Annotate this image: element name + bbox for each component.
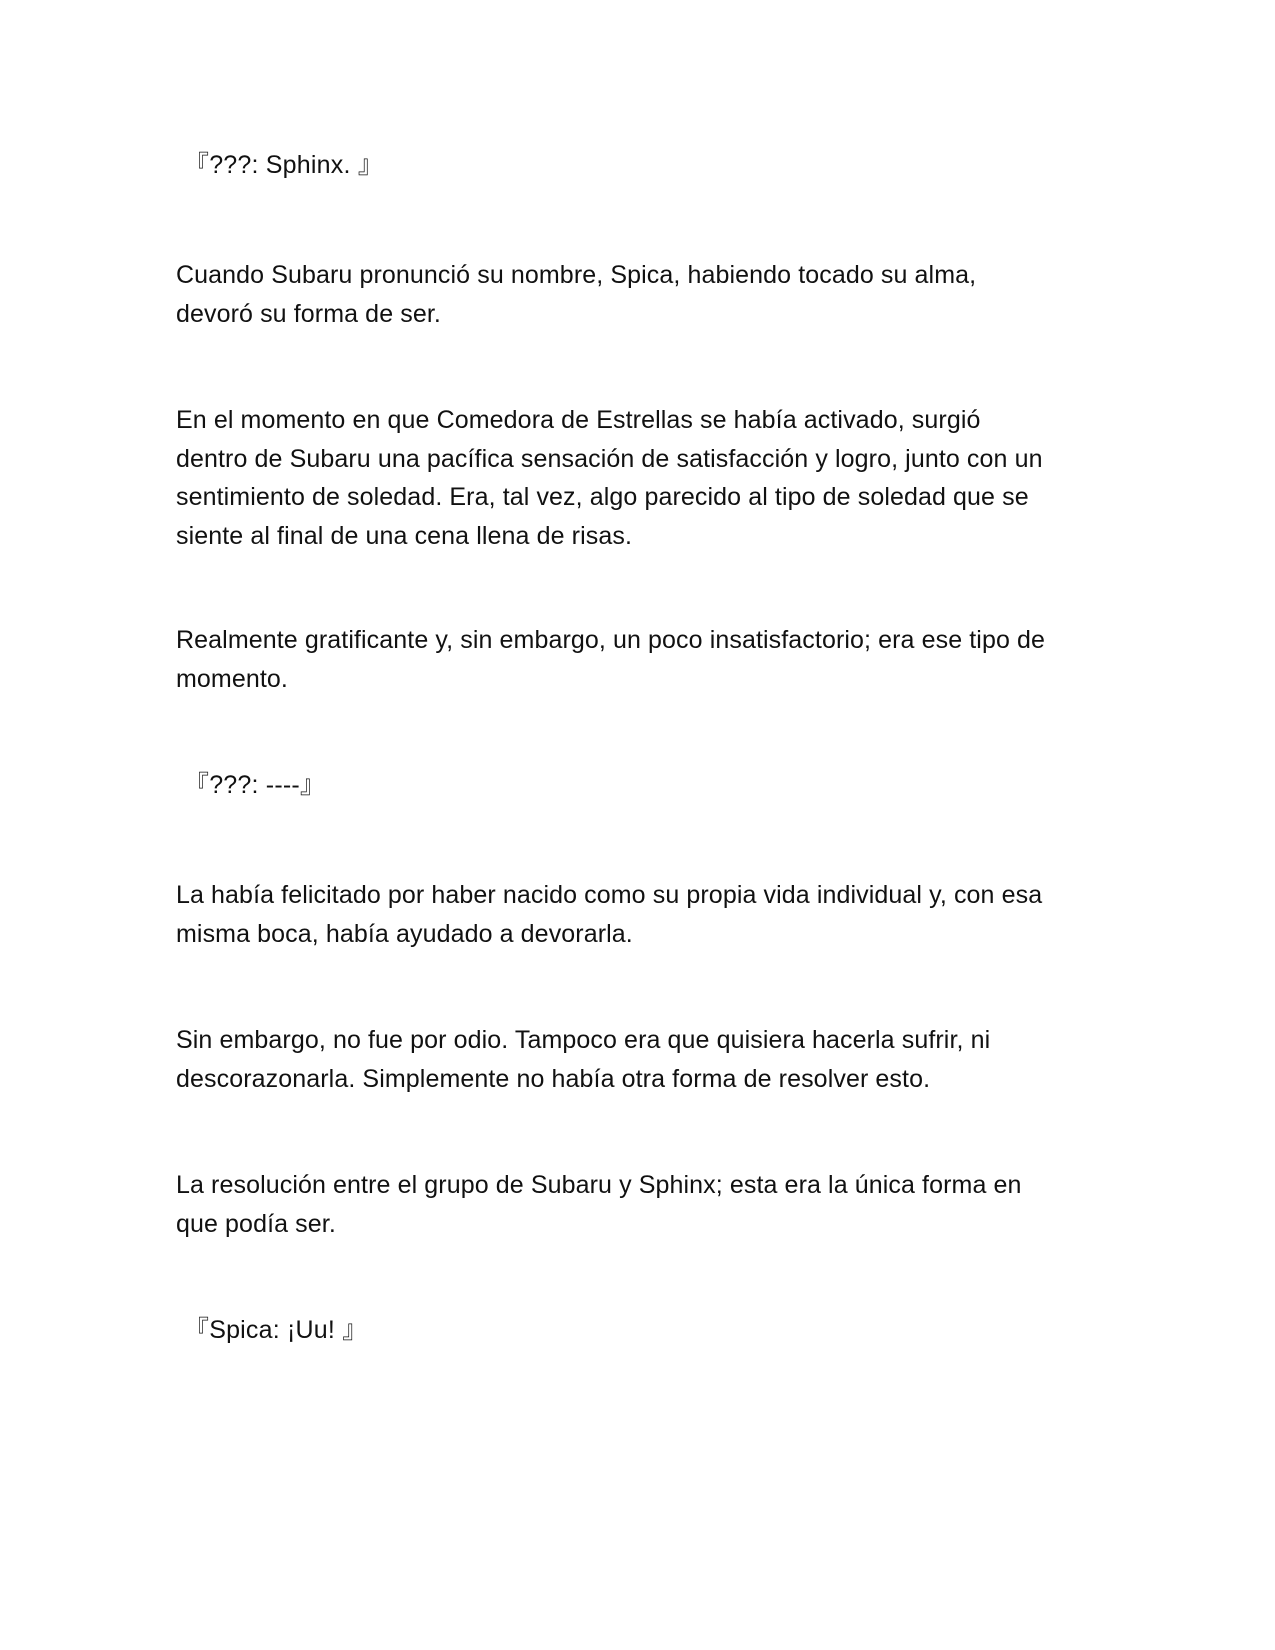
paragraph-gratifying	[176, 621, 1106, 698]
text-line: La había felicitado por haber nacido como su propia vida individual y, con esa	[176, 881, 1043, 909]
paragraph-not-hatred	[176, 1021, 1106, 1098]
paragraph-resolution	[176, 1166, 1106, 1243]
text-line: 『Spica: ¡Uu! 』	[184, 1316, 368, 1344]
text-line: dentro de Subaru una pacífica sensación de satisfacción y logro, junto con un	[176, 444, 1043, 473]
text-line: sentimiento de soledad. Era, tal vez, algo parecido al tipo de soledad que se	[176, 483, 1029, 511]
text-line: siente al final de una cena llena de risas.	[176, 521, 632, 550]
text-line: devoró su forma de ser.	[176, 299, 441, 328]
text-line: La resolución entre el grupo de Subaru y Sphinx; esta era la única forma en	[176, 1171, 1022, 1199]
text-line: 『???: Sphinx. 』	[184, 151, 383, 179]
text-line: que podía ser.	[176, 1209, 336, 1238]
paragraph-pronouncing-name	[176, 256, 1106, 333]
text-line: Cuando Subaru pronunció su nombre, Spica, habiendo tocado su alma,	[176, 261, 977, 289]
text-line: En el momento en que Comedora de Estrellas se había activado, surgió	[176, 406, 981, 434]
dialogue-dashes	[184, 766, 1114, 805]
paragraph-star-eater	[176, 401, 1106, 555]
dialogue-spica	[184, 1311, 1114, 1350]
text-line: Realmente gratificante y, sin embargo, un poco insatisfactorio; era ese tipo de	[176, 626, 1046, 654]
text-line: 『???: ----』	[184, 771, 326, 799]
text-line: misma boca, había ayudado a devorarla.	[176, 919, 633, 948]
text-line: momento.	[176, 664, 288, 693]
text-line: Sin embargo, no fue por odio. Tampoco era que quisiera hacerla sufrir, ni	[176, 1026, 991, 1054]
dialogue-sphinx	[184, 146, 1114, 185]
paragraph-congratulated	[176, 876, 1106, 953]
text-line: descorazonarla. Simplemente no había otra forma de resolver esto.	[176, 1064, 931, 1093]
